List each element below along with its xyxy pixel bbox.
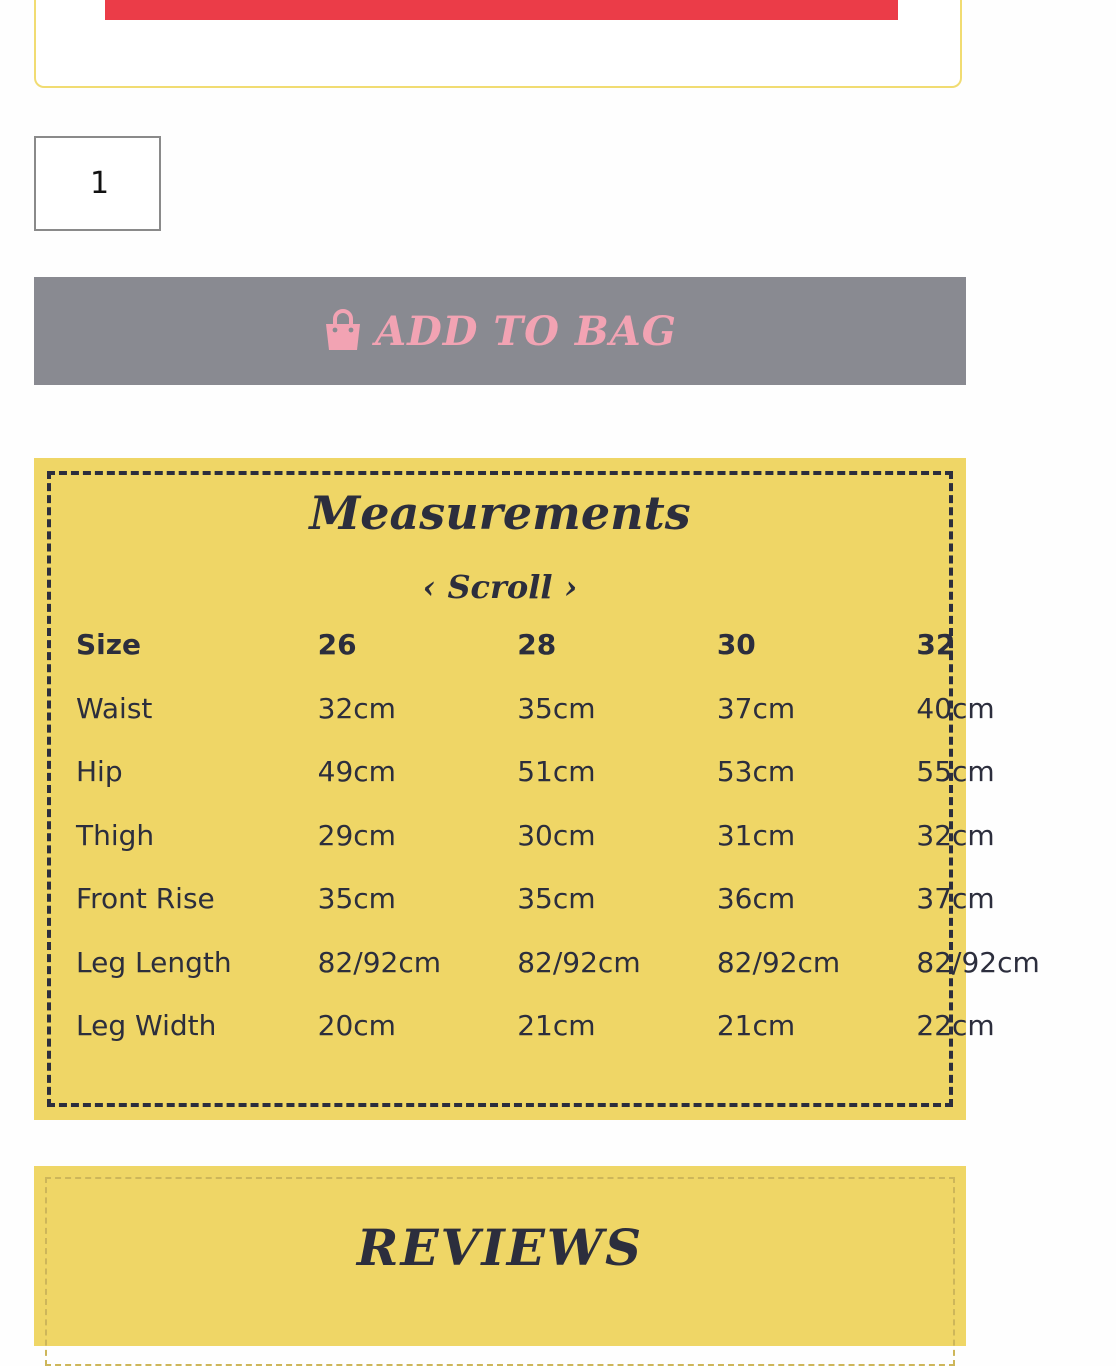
table-cell: 49cm <box>317 755 396 789</box>
table-cell: 26 <box>317 628 357 662</box>
chevron-right-icon: › <box>564 568 578 606</box>
table-cell: 29cm <box>317 818 396 852</box>
row-label: Size <box>76 628 142 662</box>
table-cell: 21cm <box>517 1009 596 1043</box>
table-cell: 37cm <box>716 691 796 725</box>
table-cell: 32cm <box>317 691 396 725</box>
table-cell: 30cm <box>517 818 596 852</box>
table-row <box>76 677 1116 741</box>
table-cell: 31cm <box>716 818 796 852</box>
table-cell: 53cm <box>716 755 796 789</box>
row-label: Thigh <box>76 818 155 852</box>
table-cell: 35cm <box>517 882 596 916</box>
table-cell: 20cm <box>317 1009 396 1043</box>
reviews-title: REVIEWS <box>356 1218 644 1277</box>
table-row <box>76 804 1116 868</box>
table-row <box>76 931 1116 995</box>
product-option-card <box>34 0 962 88</box>
table-cell: 28 <box>517 628 557 662</box>
table-cell: 82/92cm <box>716 945 841 979</box>
measurements-title: Measurements <box>309 486 691 540</box>
scroll-hint <box>34 568 966 606</box>
size-table-scroller[interactable] <box>76 613 1040 1053</box>
scroll-hint-label: Scroll <box>447 568 553 606</box>
row-label: Leg Length <box>76 945 232 979</box>
measurements-panel <box>34 458 1040 1120</box>
table-cell: 40cm <box>916 691 995 725</box>
table-cell: 32 <box>916 628 956 662</box>
table-cell: 82/92cm <box>517 945 641 979</box>
table-cell: 82/92cm <box>916 945 1040 979</box>
row-label: Leg Width <box>76 1009 217 1043</box>
table-row <box>76 994 1116 1058</box>
table-cell: 51cm <box>517 755 596 789</box>
row-label: Hip <box>76 755 123 789</box>
table-cell: 36cm <box>716 882 796 916</box>
row-label: Front Rise <box>76 882 215 916</box>
selected-option-bar[interactable] <box>105 0 898 20</box>
quantity-input[interactable] <box>34 136 161 231</box>
table-cell: 35cm <box>517 691 596 725</box>
table-row <box>76 740 1116 804</box>
table-header-row <box>76 613 1116 677</box>
row-label: Waist <box>76 691 153 725</box>
table-cell: 35cm <box>317 882 396 916</box>
reviews-panel <box>34 1166 966 1346</box>
table-cell: 32cm <box>916 818 995 852</box>
table-cell: 21cm <box>716 1009 796 1043</box>
table-cell: 82/92cm <box>317 945 442 979</box>
table-cell: 22cm <box>916 1009 995 1043</box>
add-to-bag-label: ADD TO BAG <box>375 307 677 355</box>
table-cell: 30 <box>716 628 756 662</box>
add-to-bag-button[interactable] <box>34 277 966 385</box>
size-table <box>76 613 1116 1058</box>
chevron-left-icon: ‹ <box>422 568 436 606</box>
table-cell: 37cm <box>916 882 995 916</box>
shopping-bag-icon <box>323 308 363 355</box>
table-cell: 55cm <box>916 755 995 789</box>
table-row <box>76 867 1116 931</box>
